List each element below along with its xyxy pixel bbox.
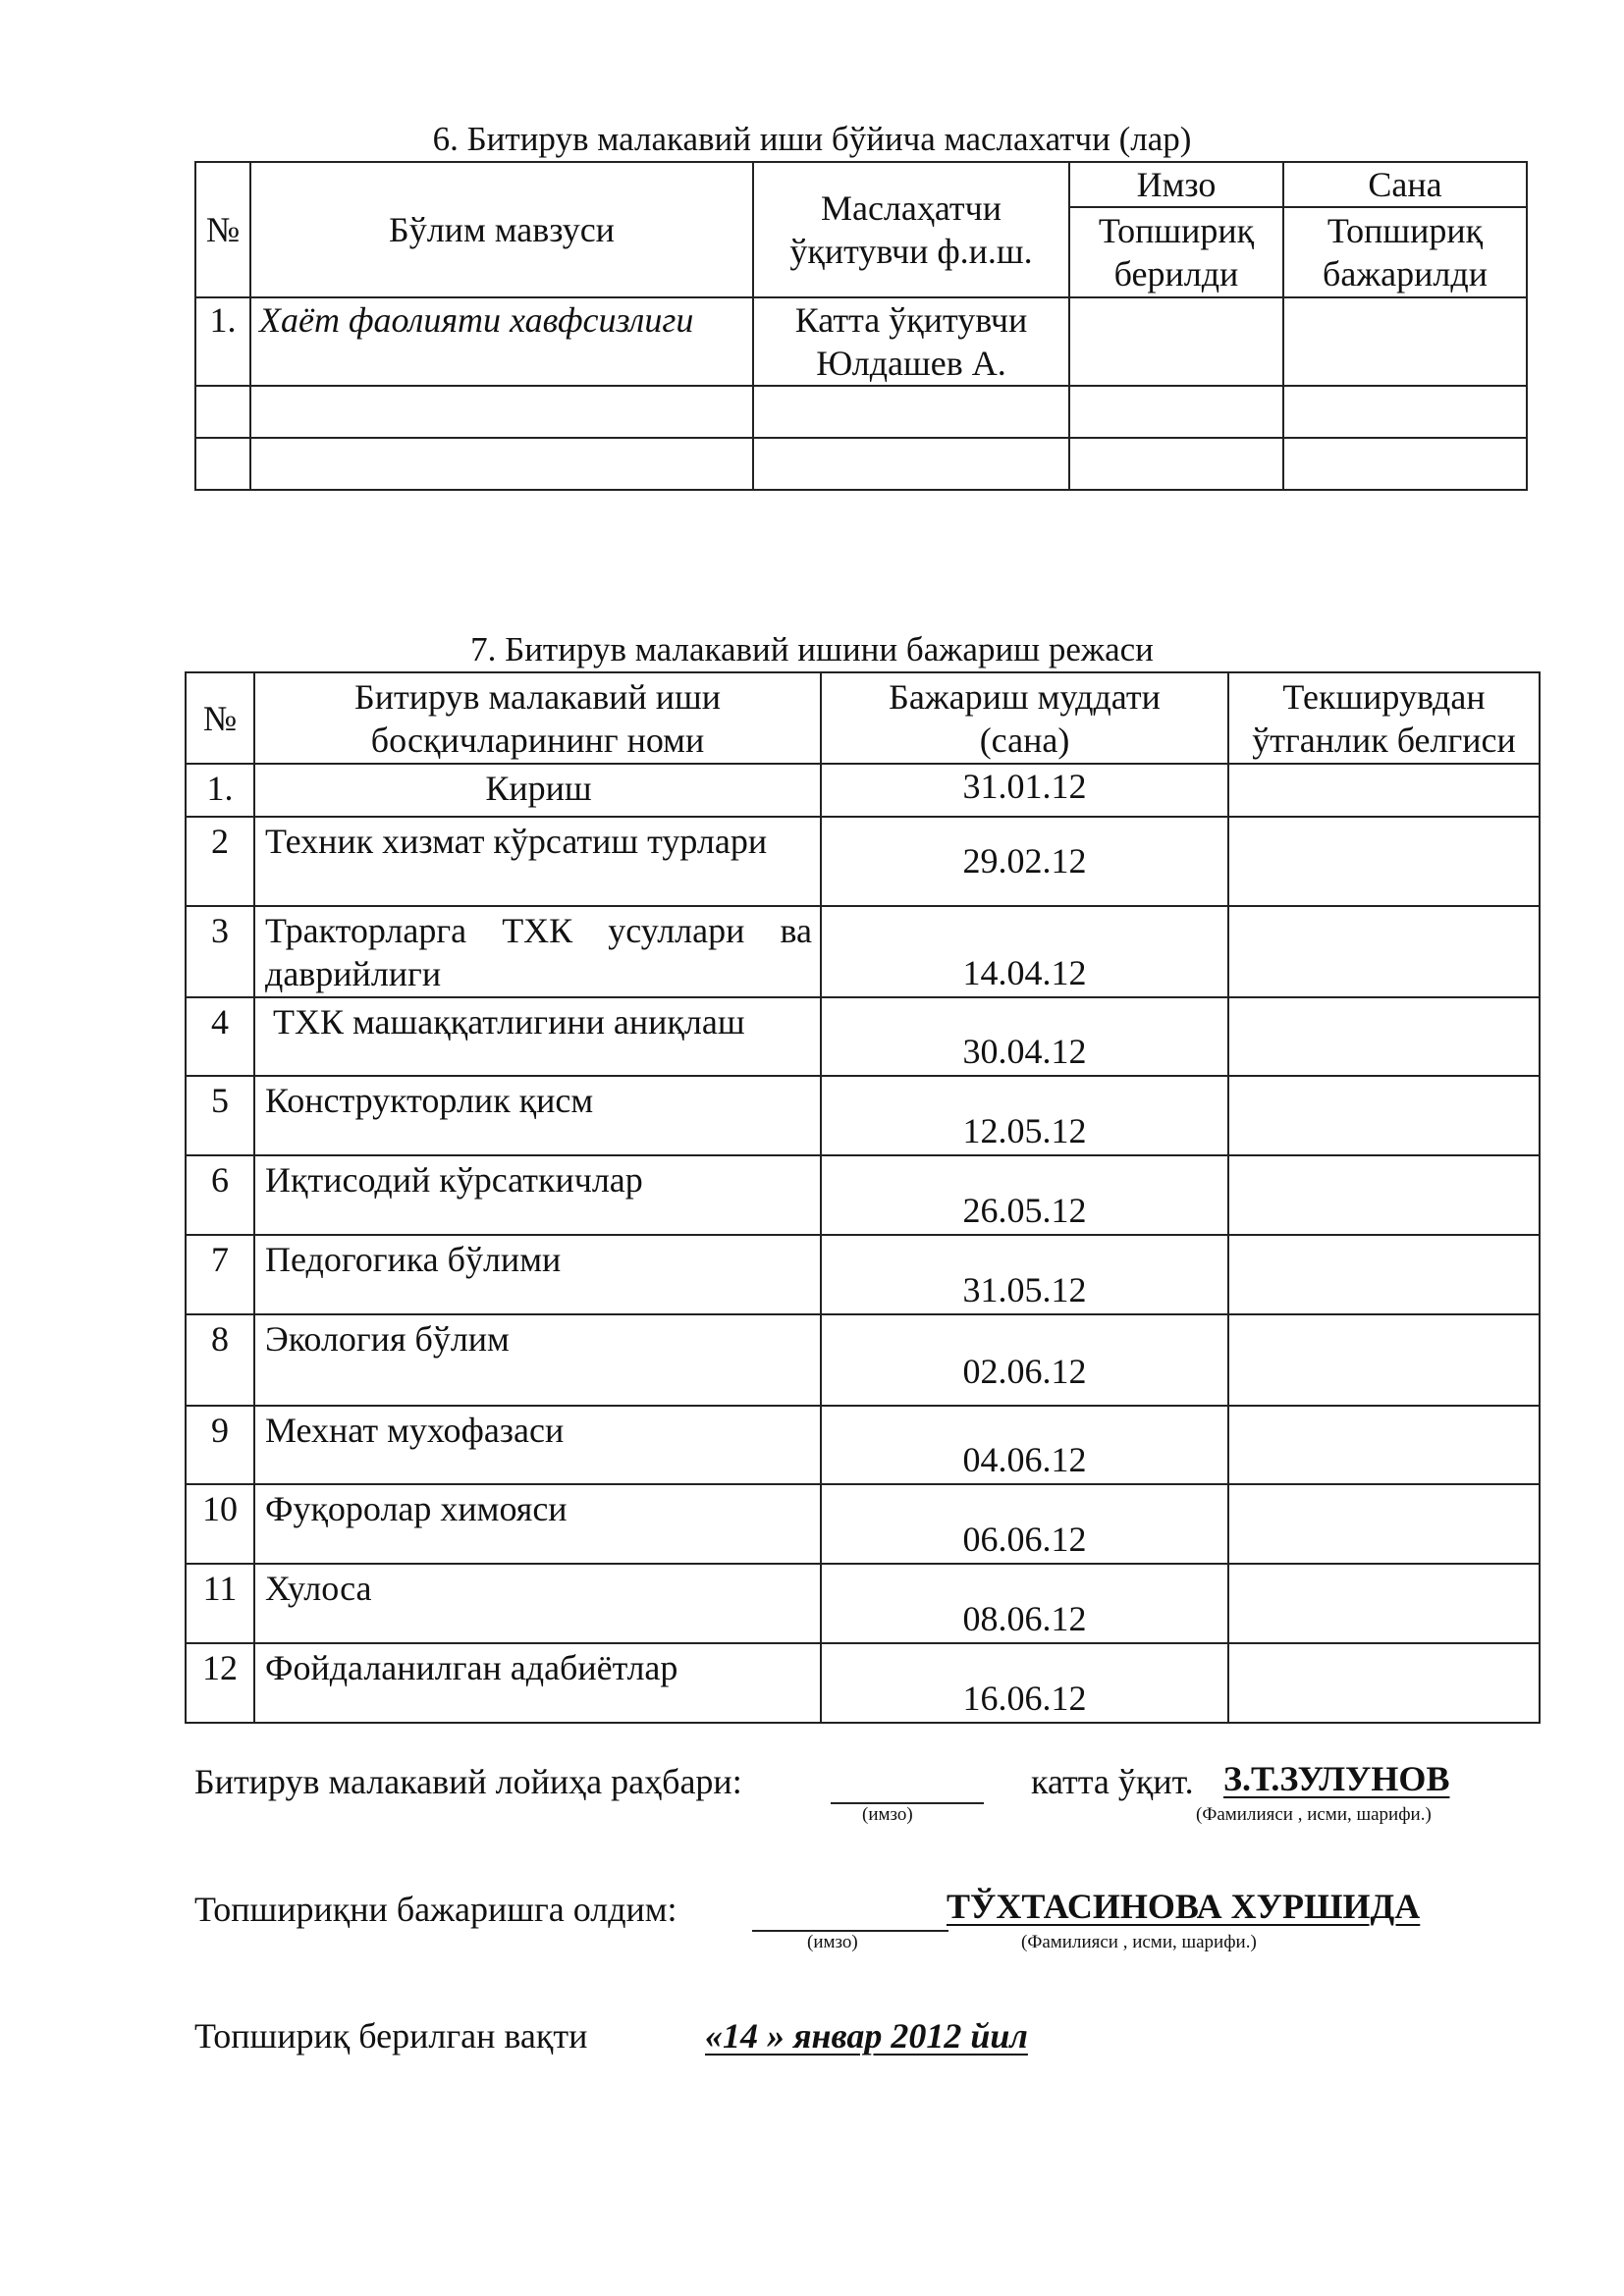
row-check [1228, 1564, 1540, 1643]
header-num: № [195, 162, 250, 297]
table-row [186, 906, 1540, 997]
table-row [186, 997, 1540, 1076]
row-stage: Экология бўлим [254, 1314, 821, 1406]
row-check [1228, 1235, 1540, 1314]
header-advisor-line1: Маслаҳатчи [820, 188, 1002, 228]
header-deadline-line2: (сана) [979, 720, 1070, 760]
row-given [1069, 438, 1283, 490]
row-advisor-line1: Катта ўқитувчи [794, 300, 1028, 340]
row-num: 9 [186, 1406, 254, 1484]
supervisor-position: катта ўқит. [1031, 1762, 1194, 1801]
row-stage: Мехнат мухофазаси [254, 1406, 821, 1484]
row-stage: Фуқоролар химояси [254, 1484, 821, 1564]
row-date: 06.06.12 [821, 1484, 1228, 1564]
supervisor-name: З.Т.ЗУЛУНОВ [1223, 1759, 1450, 1798]
table-row [186, 764, 1540, 817]
row-stage: Хулоса [254, 1564, 821, 1643]
row-date: 29.02.12 [821, 817, 1228, 906]
header-task-given-line1: Топшириқ [1098, 211, 1255, 250]
row-date: 02.06.12 [821, 1314, 1228, 1406]
table-row [195, 386, 1527, 438]
header-check-line1: Текширувдан [1282, 676, 1486, 717]
header-stage [254, 672, 821, 764]
header-deadline [821, 672, 1228, 764]
header-advisor [753, 162, 1069, 297]
row-topic [250, 438, 753, 490]
row-num: 7 [186, 1235, 254, 1314]
row-check [1228, 1155, 1540, 1235]
row-date: 26.05.12 [821, 1155, 1228, 1235]
row-date: 31.05.12 [821, 1235, 1228, 1314]
row-stage: Фойдаланилган адабиётлар [254, 1643, 821, 1723]
header-stage-line1: Битирув малакавий иши [354, 676, 721, 717]
table-row [186, 1314, 1540, 1406]
table-row [186, 1155, 1540, 1235]
row-check [1228, 906, 1540, 997]
table-row [186, 1406, 1540, 1484]
header-signature: Имзо [1069, 162, 1283, 207]
table-row [186, 1076, 1540, 1155]
row-stage: Иқтисодий кўрсаткичлар [254, 1155, 821, 1235]
header-task-given [1069, 207, 1283, 297]
row-check [1228, 1484, 1540, 1564]
row-date: 12.05.12 [821, 1076, 1228, 1155]
row-check [1228, 764, 1540, 817]
row-date: 31.01.12 [821, 764, 1228, 817]
row-check [1228, 1406, 1540, 1484]
row-num: 1. [186, 764, 254, 817]
row-check [1228, 997, 1540, 1076]
header-check-line2: ўтганлик белгиси [1252, 720, 1516, 760]
row-topic [250, 386, 753, 438]
row-date: 16.06.12 [821, 1643, 1228, 1723]
row-advisor [753, 386, 1069, 438]
row-num: 1. [195, 297, 250, 386]
row-done [1283, 438, 1527, 490]
section7-title: 7. Битирув малакавий ишини бажариш режаси [470, 630, 1154, 668]
row-check [1228, 1643, 1540, 1723]
section6-title: 6. Битирув малакавий иши бўйича маслахатчи (лар) [432, 120, 1192, 158]
student-signature-caption: (имзо) [807, 1932, 858, 1952]
header-check [1228, 672, 1540, 764]
table-row [186, 1235, 1540, 1314]
row-stage: Педогогика бўлими [254, 1235, 821, 1314]
row-stage: Техник хизмат кўрсатиш турлари [254, 817, 821, 906]
header-task-done-line2: бажарилди [1323, 254, 1488, 294]
header-task-given-line2: берилди [1113, 254, 1239, 294]
student-label: Топшириқни бажаришга олдим: [194, 1890, 677, 1929]
row-num: 3 [186, 906, 254, 997]
row-given [1069, 386, 1283, 438]
supervisor-label: Битирув малакавий лойиҳа раҳбари: [194, 1762, 742, 1801]
issued-label: Топшириқ берилган вақти [194, 2016, 588, 2056]
supervisor-name-caption: (Фамилияси , исми, шарифи.) [1196, 1804, 1432, 1825]
row-num: 2 [186, 817, 254, 906]
header-task-done-line1: Топшириқ [1326, 211, 1484, 250]
row-num: 10 [186, 1484, 254, 1564]
row-stage: Кириш [254, 764, 821, 817]
row-stage: ТХК машаққатлигини аниқлаш [254, 997, 821, 1076]
row-date: 04.06.12 [821, 1406, 1228, 1484]
table-row [186, 1564, 1540, 1643]
row-advisor [753, 438, 1069, 490]
header-advisor-line2: ўқитувчи ф.и.ш. [789, 232, 1033, 271]
row-num: 12 [186, 1643, 254, 1723]
header-topic: Бўлим мавзуси [250, 162, 753, 297]
student-name-caption: (Фамилияси , исми, шарифи.) [1021, 1932, 1257, 1952]
row-num [195, 386, 250, 438]
row-advisor [753, 297, 1069, 386]
row-num: 8 [186, 1314, 254, 1406]
row-num: 5 [186, 1076, 254, 1155]
student-name: ТЎХТАСИНОВА ХУРШИДА [947, 1887, 1421, 1926]
row-num: 4 [186, 997, 254, 1076]
row-date: 08.06.12 [821, 1564, 1228, 1643]
row-done [1283, 386, 1527, 438]
table-row [186, 1484, 1540, 1564]
row-given [1069, 297, 1283, 386]
row-topic: Хаёт фаолияти хавфсизлиги [250, 297, 753, 386]
row-date: 14.04.12 [821, 906, 1228, 997]
row-date: 30.04.12 [821, 997, 1228, 1076]
header-stage-line2: босқичларининг номи [370, 720, 705, 760]
row-stage: Тракторларга ТХК усуллари ва даврийлиги [254, 906, 821, 997]
row-done [1283, 297, 1527, 386]
supervisor-signature-caption: (имзо) [862, 1804, 913, 1825]
row-stage: Конструкторлик қисм [254, 1076, 821, 1155]
row-num: 6 [186, 1155, 254, 1235]
header-date: Сана [1283, 162, 1527, 207]
issued-date: «14 » январ 2012 йил [705, 2016, 1028, 2056]
work-plan-table [185, 671, 1541, 1724]
table-row [195, 438, 1527, 490]
header-task-done [1283, 207, 1527, 297]
header-num: № [186, 672, 254, 764]
row-check [1228, 817, 1540, 906]
row-check [1228, 1314, 1540, 1406]
row-advisor-line2: Юлдашев А. [816, 344, 1006, 383]
advisors-table [194, 161, 1528, 491]
header-deadline-line1: Бажариш муддати [889, 676, 1161, 717]
table-row [186, 1643, 1540, 1723]
table-row [195, 297, 1527, 386]
row-check [1228, 1076, 1540, 1155]
row-num [195, 438, 250, 490]
row-num: 11 [186, 1564, 254, 1643]
table-row [186, 817, 1540, 906]
